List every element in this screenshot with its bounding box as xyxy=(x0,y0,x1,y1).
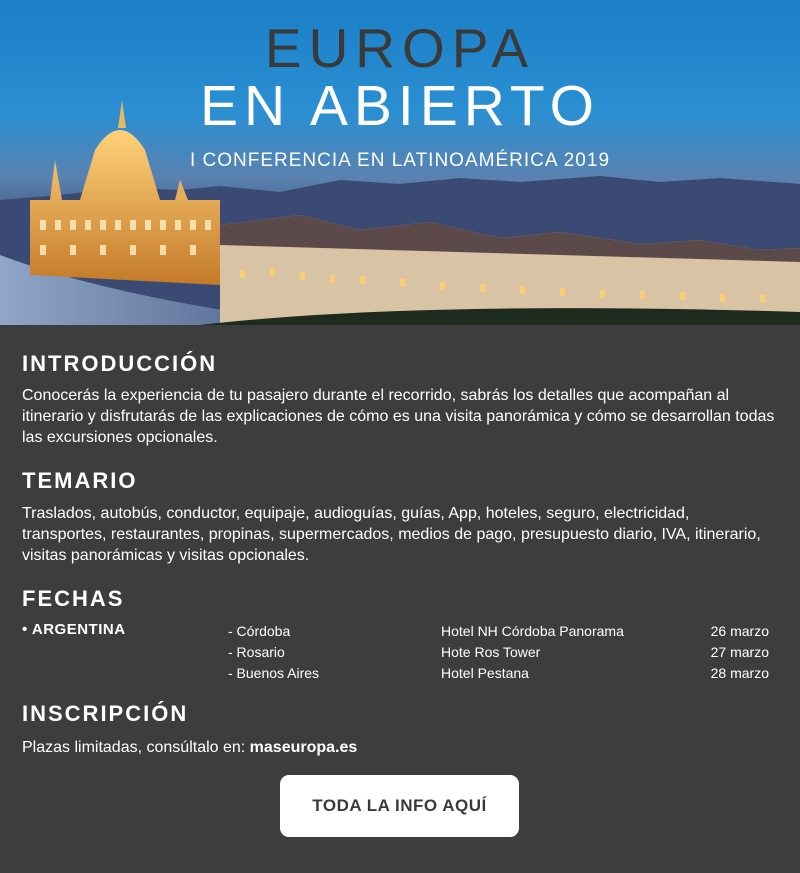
city-name: - Buenos Aires xyxy=(228,665,320,681)
intro-text: Conocerás la experiencia de tu pasajero durante el recorrido, sabrás los detalles que acompañan al itinerario y disfrutarás de las explicaciones de cómo es una visita panorámica y cómo se desarrollan todas las excursiones opcionales. xyxy=(22,387,775,446)
temario-text: Traslados, autobús, conductor, equipaje, audioguías, guías, App, hoteles, seguro, electricidad, transportes, restaurantes, propinas, supermercados, medios de pago, presupuesto diario, IVA, itinerario, visitas panorámicas y visitas opcionales. xyxy=(22,505,761,564)
temario-heading: TEMARIO xyxy=(22,468,138,493)
inscripcion-text xyxy=(22,737,778,758)
inscripcion-label: Plazas limitadas, consúltalo en: xyxy=(22,739,250,756)
hero-banner xyxy=(0,0,800,325)
hotel-name: Hotel NH Córdoba Panorama xyxy=(441,623,624,639)
city-name: - Córdoba xyxy=(228,623,291,639)
inscripcion-heading: INSCRIPCIÓN xyxy=(22,701,189,726)
hotel-name: Hote Ros Tower xyxy=(441,644,541,660)
hotel-name: Hotel Pestana xyxy=(441,665,529,681)
country-label: • ARGENTINA xyxy=(22,621,126,638)
intro-heading: INTRODUCCIÓN xyxy=(22,351,218,376)
city-name: - Rosario xyxy=(228,644,285,660)
fechas-heading: FECHAS xyxy=(22,586,125,611)
hero-subtitle: I CONFERENCIA EN LATINOAMÉRICA 2019 xyxy=(189,150,611,171)
event-date: 28 marzo xyxy=(710,665,769,681)
content-area xyxy=(0,351,800,758)
date-row xyxy=(22,644,778,665)
event-date: 27 marzo xyxy=(710,644,769,660)
hero-title-line2: EN ABIERTO xyxy=(199,74,601,138)
event-date: 26 marzo xyxy=(710,623,769,639)
more-info-button[interactable]: TODA LA INFO AQUÍ xyxy=(280,775,519,837)
hero-title-line1: EUROPA xyxy=(264,17,536,79)
dates-table xyxy=(22,621,778,691)
maseuropa-link[interactable]: maseuropa.es xyxy=(249,739,358,756)
date-row xyxy=(22,623,778,644)
date-row xyxy=(22,665,778,686)
